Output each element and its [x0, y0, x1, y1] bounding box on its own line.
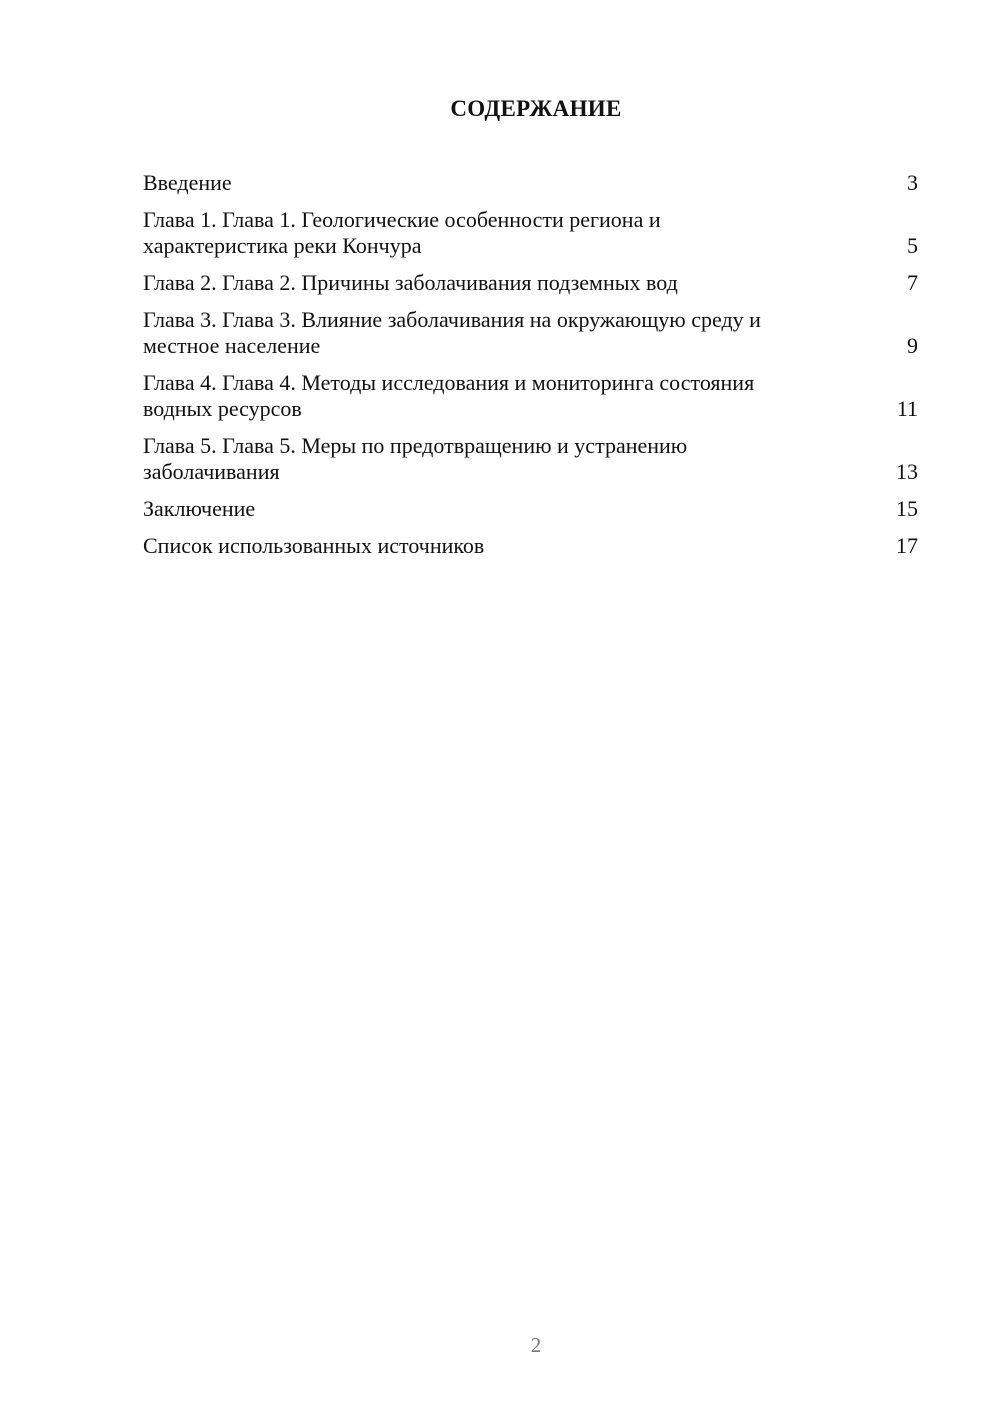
toc-item-chapter-2[interactable] — [143, 270, 918, 296]
toc-item-chapter-1[interactable] — [143, 207, 918, 259]
toc-item-page: 5 — [907, 233, 918, 258]
toc-item-label: Глава 4. Глава 4. Методы исследования и мониторинга состояния водных ресурсов — [143, 370, 755, 421]
toc-item-label: Глава 2. Глава 2. Причины заболачивания подземных вод — [143, 270, 678, 295]
toc-item-page: 13 — [896, 459, 918, 484]
toc-item-label: Список использованных источников — [143, 533, 485, 558]
toc-item-chapter-4[interactable] — [143, 370, 918, 422]
toc-item-label: Заключение — [143, 496, 256, 521]
toc-item-label: Глава 5. Глава 5. Меры по предотвращению и устранению заболачивания — [143, 433, 688, 484]
toc-item-label: Глава 3. Глава 3. Влияние заболачивания на окружающую среду и местное население — [143, 307, 761, 358]
table-of-contents — [143, 170, 918, 570]
toc-item-page: 17 — [896, 533, 918, 558]
toc-item-page: 7 — [907, 270, 918, 295]
toc-item-chapter-3[interactable] — [143, 307, 918, 359]
toc-item-page: 15 — [896, 496, 918, 521]
toc-item-references[interactable] — [143, 533, 918, 559]
toc-item-page: 9 — [907, 333, 918, 358]
toc-item-conclusion[interactable] — [143, 496, 918, 522]
toc-item-label: Введение — [143, 170, 232, 195]
toc-item-page: 3 — [907, 170, 918, 195]
toc-item-page: 11 — [896, 396, 918, 421]
toc-item-chapter-5[interactable] — [143, 433, 918, 485]
toc-item-label: Глава 1. Глава 1. Геологические особенности региона и характеристика реки Кончура — [143, 207, 661, 258]
toc-title: СОДЕРЖАНИЕ — [450, 96, 622, 121]
page-number: 2 — [530, 1333, 542, 1357]
toc-item-introduction[interactable] — [143, 170, 918, 196]
